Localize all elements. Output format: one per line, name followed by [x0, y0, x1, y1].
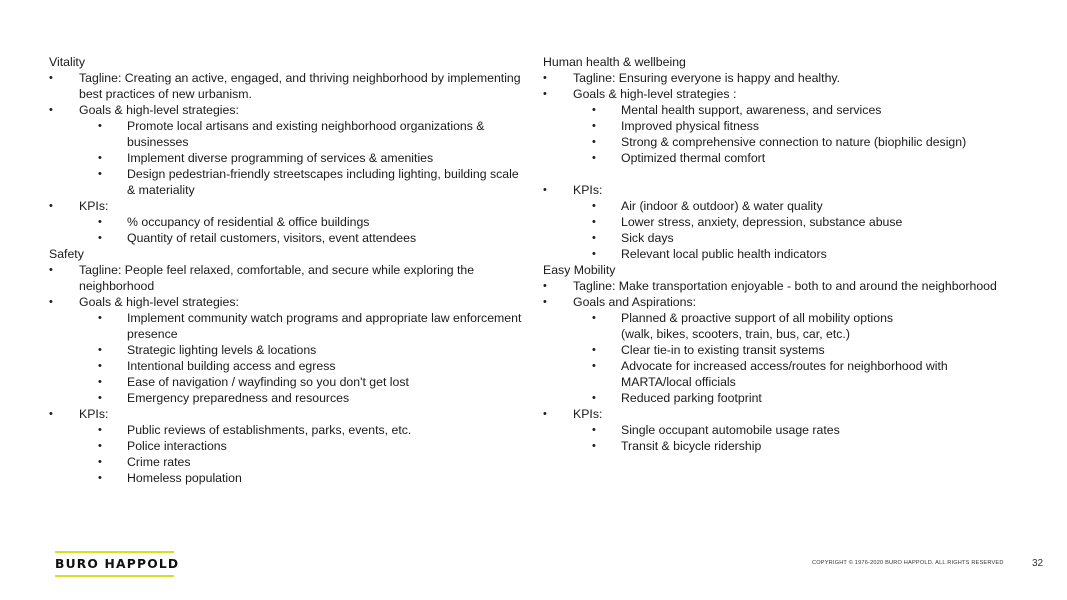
logo-text: BURO HAPPOLD [55, 557, 180, 571]
kpi-item: • Lower stress, anxiety, depression, substance abuse [543, 214, 1008, 230]
buro-happold-logo [55, 551, 180, 577]
goals-label: • Goals and Aspirations: [543, 294, 1008, 310]
goal-item: • Improved physical fitness [543, 118, 1008, 134]
goal-item: • Advocate for increased access/routes for neighborhood with MARTA/local officials [543, 358, 1008, 390]
section-heading: Human health & wellbeing [543, 55, 686, 69]
kpis-label: • KPIs: [49, 406, 524, 422]
section-heading: Vitality [49, 55, 85, 69]
goal-item: • Design pedestrian-friendly streetscapes including lighting, building scale & materiality [49, 166, 524, 198]
kpi-item: • % occupancy of residential & office buildings [49, 214, 524, 230]
right-column [543, 54, 1008, 454]
left-column [49, 54, 524, 486]
goal-item: • Implement community watch programs and appropriate law enforcement presence [49, 310, 524, 342]
kpi-item: • Crime rates [49, 454, 524, 470]
kpis-label: • KPIs: [543, 182, 1008, 198]
goal-item: • Intentional building access and egress [49, 358, 524, 374]
kpis-label: • KPIs: [49, 198, 524, 214]
tagline: • Tagline: Ensuring everyone is happy and healthy. [543, 70, 1008, 86]
tagline: • Tagline: People feel relaxed, comfortable, and secure while exploring the neighborhood [49, 262, 524, 294]
kpi-item: • Homeless population [49, 470, 524, 486]
logo-accent-bar [55, 575, 174, 577]
goals-label: • Goals & high-level strategies : [543, 86, 1008, 102]
goal-text-continued: (walk, bikes, scooters, train, bus, car, etc.) [621, 327, 850, 341]
goals-label: • Goals & high-level strategies: [49, 294, 524, 310]
kpi-item: • Transit & bicycle ridership [543, 438, 1008, 454]
kpi-item: • Relevant local public health indicators [543, 246, 1008, 262]
goal-item: • Strategic lighting levels & locations [49, 342, 524, 358]
section-heading: Safety [49, 247, 84, 261]
goal-text: • Planned & proactive support of all mobility options [621, 311, 894, 325]
goals-label: • Goals & high-level strategies: [49, 102, 524, 118]
goal-item [543, 310, 1008, 342]
kpi-item: • Sick days [543, 230, 1008, 246]
goal-item: • Implement diverse programming of services & amenities [49, 150, 524, 166]
tagline: • Tagline: Make transportation enjoyable - both to and around the neighborhood [543, 278, 1008, 294]
goal-item: • Optimized thermal comfort [543, 150, 1008, 166]
section-vitality [49, 54, 524, 246]
kpi-item: • Single occupant automobile usage rates [543, 422, 1008, 438]
goal-item: • Mental health support, awareness, and services [543, 102, 1008, 118]
section-health-wellbeing [543, 54, 1008, 262]
goal-item: • Clear tie-in to existing transit systems [543, 342, 1008, 358]
page-number: 32 [1032, 558, 1044, 569]
section-safety [49, 246, 524, 486]
tagline: • Tagline: Creating an active, engaged, and thriving neighborhood by implementing best practices of new urbanism. [49, 70, 524, 102]
spacer [543, 166, 1008, 182]
section-easy-mobility [543, 262, 1008, 454]
kpi-item: • Police interactions [49, 438, 524, 454]
logo-accent-bar [55, 551, 174, 553]
kpi-item: • Quantity of retail customers, visitors, event attendees [49, 230, 524, 246]
goal-item: • Strong & comprehensive connection to nature (biophilic design) [543, 134, 1008, 150]
goal-item: • Ease of navigation / wayfinding so you don't get lost [49, 374, 524, 390]
kpi-item: • Air (indoor & outdoor) & water quality [543, 198, 1008, 214]
goal-item: • Promote local artisans and existing neighborhood organizations & businesses [49, 118, 524, 150]
copyright-notice: COPYRIGHT © 1976-2020 BURO HAPPOLD. ALL RIGHTS RESERVED [812, 560, 1004, 566]
section-heading: Easy Mobility [543, 263, 616, 277]
kpi-item: • Public reviews of establishments, parks, events, etc. [49, 422, 524, 438]
kpis-label: • KPIs: [543, 406, 1008, 422]
goal-item: • Emergency preparedness and resources [49, 390, 524, 406]
goal-item: • Reduced parking footprint [543, 390, 1008, 406]
